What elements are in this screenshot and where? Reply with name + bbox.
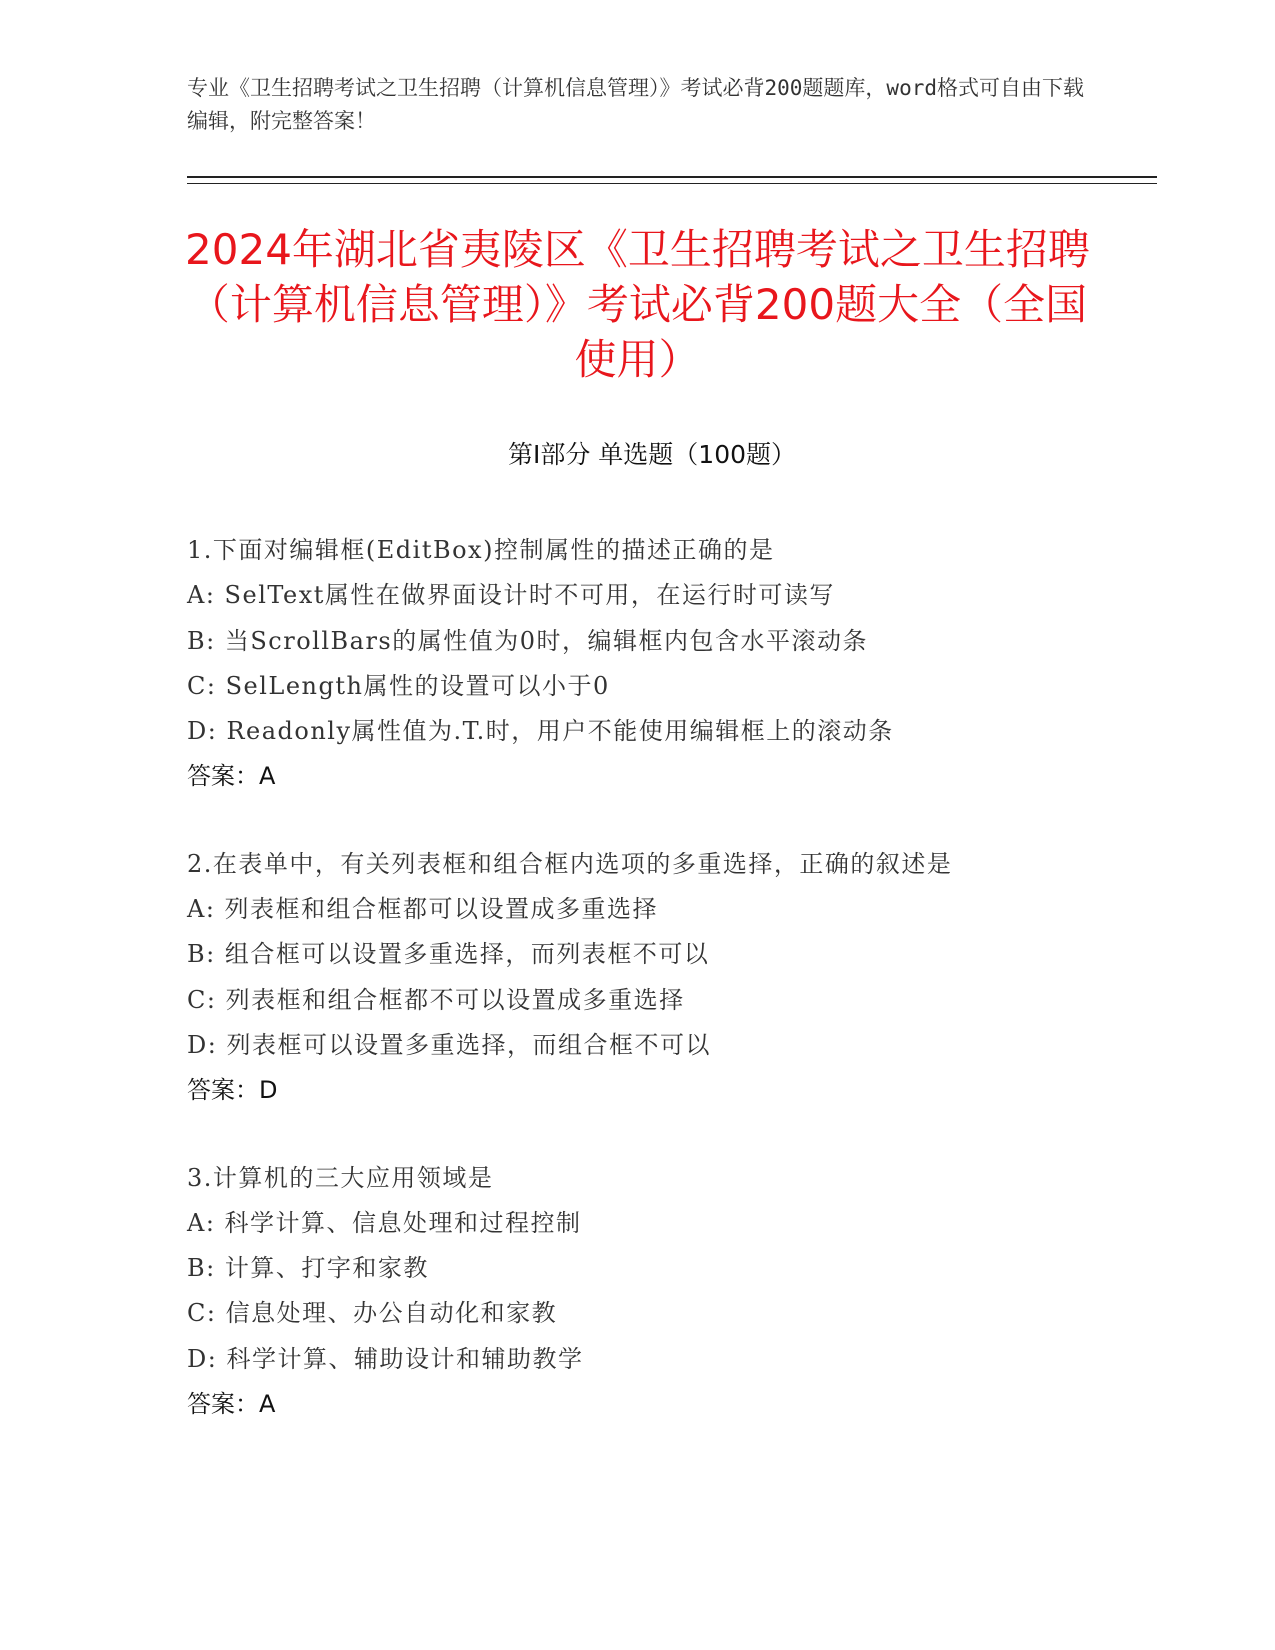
option-d: D: Readonly属性值为.T.时，用户不能使用编辑框上的滚动条 (187, 717, 894, 746)
option-b: B: 计算、打字和家教 (187, 1254, 429, 1283)
question-stem: 3.计算机的三大应用领域是 (187, 1163, 494, 1192)
answer-line: 答案：A (187, 762, 276, 791)
option-d: D: 列表框可以设置多重选择，而组合框不可以 (187, 1030, 711, 1059)
option-c: C: 列表框和组合框都不可以设置成多重选择 (187, 985, 685, 1014)
document-title: 2024年湖北省夷陵区《卫生招聘考试之卫生招聘（计算机信息管理）》考试必背200题大全（全国使用） (185, 225, 1090, 384)
question-stem: 2.在表单中，有关列表框和组合框内选项的多重选择，正确的叙述是 (187, 849, 953, 878)
answer-line: 答案：D (187, 1076, 278, 1105)
document-header-note: 专业《卫生招聘考试之卫生招聘（计算机信息管理）》考试必背200题题库，word格式可自由下载编辑，附完整答案！ (187, 76, 1084, 133)
option-c: C: SelLength属性的设置可以小于0 (187, 671, 610, 700)
answer-line: 答案：A (187, 1390, 276, 1419)
option-b: B: 当ScrollBars的属性值为0时，编辑框内包含水平滚动条 (187, 626, 869, 655)
option-d: D: 科学计算、辅助设计和辅助教学 (187, 1344, 584, 1373)
option-c: C: 信息处理、办公自动化和家教 (187, 1299, 558, 1328)
header-rule-thin (187, 183, 1157, 184)
section-heading: 第I部分 单选题（100题） (507, 440, 797, 469)
question-list (187, 528, 1117, 1469)
option-a: A: 科学计算、信息处理和过程控制 (187, 1208, 582, 1237)
question-stem: 1.下面对编辑框(EditBox)控制属性的描述正确的是 (187, 536, 775, 564)
question-item (187, 528, 1117, 800)
question-item (187, 1156, 1117, 1428)
header-rule-thick (187, 176, 1157, 178)
option-b: B: 组合框可以设置多重选择，而列表框不可以 (187, 940, 710, 969)
option-a: A: 列表框和组合框都可以设置成多重选择 (187, 895, 659, 924)
question-item (187, 842, 1117, 1114)
option-a: A: SelText属性在做界面设计时不可用，在运行时可读写 (187, 581, 835, 610)
